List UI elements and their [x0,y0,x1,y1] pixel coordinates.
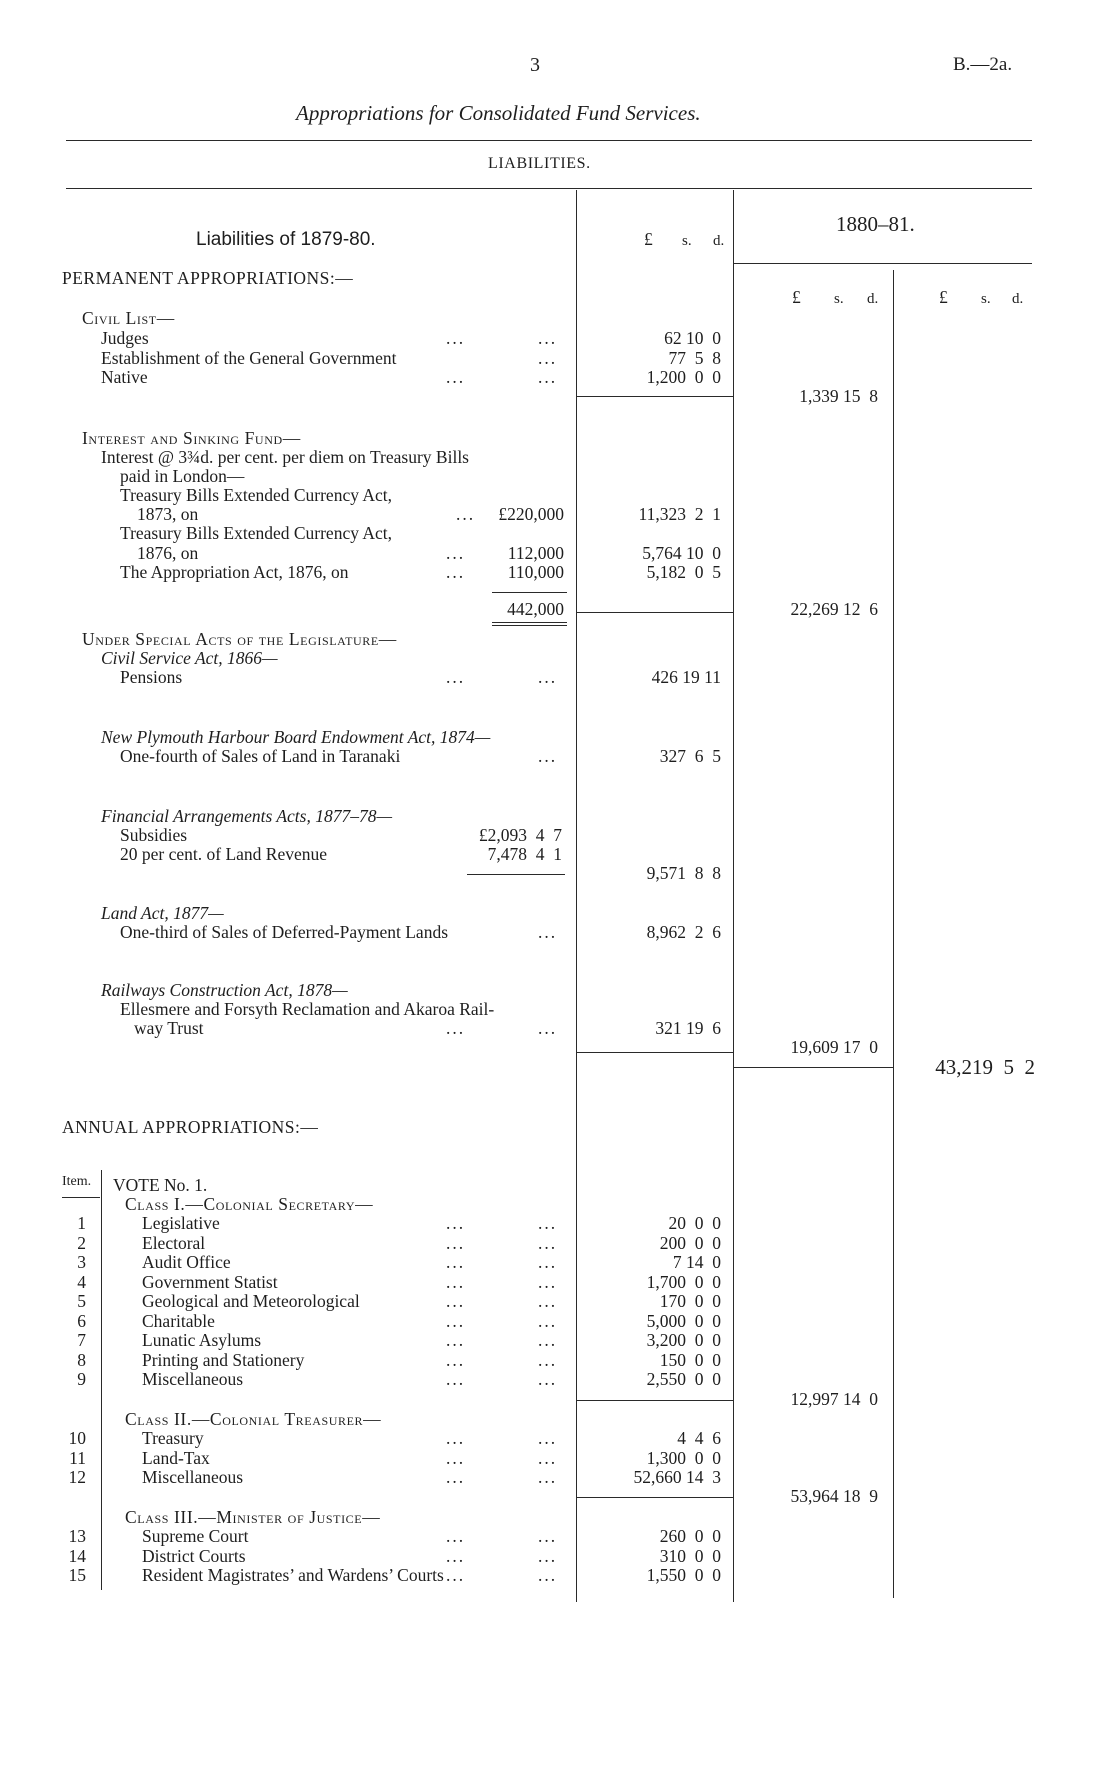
dot-leader: ... [446,1349,466,1370]
new-plymouth-label: One-fourth of Sales of Land in Taranaki [120,746,401,766]
treasury-bills-1873-amount: 11,323 2 1 [638,504,721,524]
financial-total: 9,571 8 8 [646,863,721,883]
item-amount: 52,660 14 3 [633,1467,721,1487]
col1-pence-heading: d. [713,233,725,249]
subtotal-rule [576,1052,733,1053]
column-divider-2 [733,190,734,1602]
railways-act-heading: Railways Construction Act, 1878— [101,980,348,1000]
item-label: Resident Magistrates’ and Wardens’ Courts [142,1565,444,1585]
col3-shilling-heading: s. [981,291,991,307]
item-amount: 7 14 0 [672,1252,721,1272]
treasury-bills-1873-line2: 1873, on [137,504,199,524]
dot-leader: ... [538,328,558,348]
item-amount: 150 0 0 [659,1349,721,1370]
principal-total: 442,000 [507,599,564,619]
dot-leader: ... [446,667,466,687]
subtotal-rule [576,1497,733,1498]
principal-sum-rule [492,592,567,593]
principal-total-double-rule [492,622,567,623]
item-label: Printing and Stationery [142,1349,305,1370]
item-number: 11 [69,1447,86,1468]
dot-leader: ... [446,1291,466,1311]
dot-leader: ... [538,1565,558,1585]
item-label: Charitable [142,1310,215,1331]
financial-act-heading: Financial Arrangements Acts, 1877–78— [101,806,393,826]
item-number: 12 [68,1467,86,1487]
civil-list-native-label: Native [101,367,148,387]
item-number: 9 [77,1369,86,1389]
dot-leader: ... [446,1545,466,1566]
year-heading-rule [733,263,1032,264]
item-label: Lunatic Asylums [142,1330,262,1350]
item-number: 15 [68,1565,86,1585]
dot-leader: ... [446,1330,466,1350]
column-divider-3 [893,270,894,1598]
dot-leader: ... [446,1526,466,1546]
page-title: Appropriations for Consolidated Fund Services. [296,101,701,125]
dot-leader: ... [538,348,558,368]
dot-leader: ... [446,1232,466,1253]
treasury-bills-1873-line1: Treasury Bills Extended Currency Act, [120,485,393,505]
dot-leader: ... [446,1447,466,1468]
dot-leader: ... [538,1310,558,1331]
item-label: Legislative [142,1213,220,1233]
item-label: District Courts [142,1545,246,1566]
financial-sum-rule [467,874,565,875]
dot-leader: ... [538,1252,558,1272]
col2-shilling-heading: s. [834,291,844,307]
item-label: Land-Tax [142,1447,210,1468]
item-heading-rule [62,1197,100,1198]
item-number: 7 [77,1330,86,1350]
document-reference: B.—2a. [953,54,1013,75]
class-3-heading: Class III.—Minister of Justice— [125,1507,381,1527]
civil-list-judges-label: Judges [101,328,149,348]
item-number: 4 [77,1271,86,1292]
col1-shilling-heading: s. [682,233,692,249]
item-label: Miscellaneous [142,1369,244,1389]
item-column-divider [101,1170,102,1590]
dot-leader: ... [538,1271,558,1292]
vote-heading: VOTE No. 1. [113,1175,208,1195]
new-plymouth-act-heading: New Plymouth Harbour Board Endowment Act, 1874— [101,727,491,747]
dot-leader: ... [538,1213,558,1233]
item-amount: 310 0 0 [659,1545,721,1566]
treasury-bills-1876-amount: 5,764 10 0 [642,543,721,563]
treasury-bills-1876-line2: 1876, on [137,543,199,563]
item-number: 10 [68,1428,86,1448]
treasury-bills-1873-principal: £220,000 [498,504,564,524]
dot-leader: ... [446,1369,466,1389]
dot-leader: ... [446,328,466,348]
page-number: 3 [530,54,540,76]
land-revenue-label: 20 per cent. of Land Revenue [120,844,328,864]
dot-leader: ... [446,367,466,387]
class-1-total: 12,997 14 0 [790,1389,878,1409]
item-amount: 170 0 0 [659,1291,721,1311]
dot-leader: ... [446,1213,466,1233]
civil-list-judges-amount: 62 10 0 [664,328,721,348]
special-acts-heading: Under Special Acts of the Legislature— [82,629,397,649]
treasury-bills-1876-principal: 112,000 [507,543,564,563]
col2-pound-heading: £ [792,287,801,307]
subtotal-rule [576,612,733,613]
dot-leader: ... [446,1565,466,1585]
item-label: Miscellaneous [142,1467,244,1487]
civil-service-act-heading: Civil Service Act, 1866— [101,648,278,668]
section-rule [66,188,1032,189]
pensions-label: Pensions [120,667,183,687]
col3-pence-heading: d. [1012,291,1024,307]
item-label: Government Statist [142,1271,278,1292]
col3-pound-heading: £ [939,287,948,307]
item-label: Treasury [142,1428,204,1448]
interest-intro-line1: Interest @ 3¾d. per cent. per diem on Treasury Bills [101,447,469,467]
dot-leader: ... [446,1310,466,1331]
item-amount: 200 0 0 [659,1232,721,1253]
item-amount: 1,300 0 0 [646,1447,721,1468]
item-number: 1 [77,1213,86,1233]
subsidies-label: Subsidies [120,825,188,845]
item-amount: 3,200 0 0 [646,1330,721,1350]
dot-leader: ... [538,1369,558,1389]
col1-pound-heading: £ [644,229,653,249]
dot-leader: ... [538,1349,558,1370]
appropriation-act-1876-principal: 110,000 [507,562,564,582]
civil-list-establishment-label: Establishment of the General Government [101,348,397,368]
subsidies-amount: £2,093 4 7 [478,825,562,845]
item-number: 3 [77,1252,86,1272]
item-number: 5 [77,1291,86,1311]
dot-leader: ... [538,1428,558,1448]
item-amount: 260 0 0 [659,1526,721,1546]
section-heading: LIABILITIES. [488,155,591,172]
item-label: Electoral [142,1232,206,1253]
annual-appropriations-heading: ANNUAL APPROPRIATIONS:— [62,1117,319,1137]
land-act-amount: 8,962 2 6 [646,922,721,942]
column-divider-1 [576,190,577,1602]
dot-leader: ... [538,1330,558,1350]
railways-label-line1: Ellesmere and Forsyth Reclamation and Akaroa Rail- [120,999,495,1019]
civil-list-heading: Civil List— [82,308,175,328]
dot-leader: ... [446,1252,466,1272]
class-2-total: 53,964 18 9 [790,1486,878,1506]
item-column-heading: Item. [62,1174,92,1189]
title-rule [66,140,1032,141]
dot-leader: ... [446,1428,466,1448]
item-amount: 20 0 0 [668,1213,721,1233]
dot-leader: ... [538,367,558,387]
dot-leader: ... [538,922,558,942]
item-amount: 4 4 6 [677,1428,721,1448]
interest-heading: Interest and Sinking Fund— [82,428,301,448]
dot-leader: ... [538,1467,558,1487]
item-number: 13 [68,1526,86,1546]
dot-leader: ... [446,562,466,582]
item-amount: 1,700 0 0 [646,1271,721,1292]
dot-leader: ... [446,1467,466,1487]
item-amount: 5,000 0 0 [646,1310,721,1331]
year-heading: 1880–81. [836,212,915,236]
interest-intro-line2: paid in London— [120,466,245,486]
item-number: 14 [68,1545,86,1566]
railways-label-line2: way Trust [134,1018,204,1038]
land-act-heading: Land Act, 1877— [101,903,224,923]
main-column-heading: Liabilities of 1879-80. [196,229,376,250]
dot-leader: ... [538,1018,558,1038]
principal-total-double-rule [492,625,567,626]
section-total-rule [733,1067,893,1068]
dot-leader: ... [446,1271,466,1292]
subtotal-rule [576,396,733,397]
dot-leader: ... [538,1526,558,1546]
dot-leader: ... [538,746,558,766]
dot-leader: ... [446,1018,466,1038]
item-amount: 1,550 0 0 [646,1565,721,1585]
railways-amount: 321 19 6 [655,1018,721,1038]
item-label: Audit Office [142,1252,231,1272]
dot-leader: ... [538,1232,558,1253]
interest-total: 22,269 12 6 [790,599,878,619]
treasury-bills-1876-line1: Treasury Bills Extended Currency Act, [120,523,393,543]
civil-list-total: 1,339 15 8 [799,386,878,406]
class-1-heading: Class I.—Colonial Secretary— [125,1194,374,1214]
special-acts-total: 19,609 17 0 [790,1037,878,1057]
civil-list-native-amount: 1,200 0 0 [646,367,721,387]
dot-leader: ... [456,504,476,524]
subtotal-rule [576,1400,733,1401]
appropriation-act-1876-label: The Appropriation Act, 1876, on [120,562,349,582]
item-amount: 2,550 0 0 [646,1369,721,1389]
item-label: Geological and Meteorological [142,1291,360,1311]
dot-leader: ... [538,1447,558,1468]
new-plymouth-amount: 327 6 5 [659,746,721,766]
land-revenue-amount: 7,478 4 1 [487,844,562,864]
permanent-appropriations-heading: PERMANENT APPROPRIATIONS:— [62,268,354,288]
item-number: 2 [77,1232,86,1253]
land-act-label: One-third of Sales of Deferred-Payment Lands [120,922,449,942]
item-number: 6 [77,1310,86,1331]
appropriation-act-1876-amount: 5,182 0 5 [646,562,721,582]
dot-leader: ... [538,1291,558,1311]
dot-leader: ... [446,543,466,563]
civil-list-establishment-amount: 77 5 8 [668,348,721,368]
col2-pence-heading: d. [867,291,879,307]
item-number: 8 [77,1349,86,1370]
dot-leader: ... [538,1545,558,1566]
item-label: Supreme Court [142,1526,249,1546]
permanent-grand-total: 43,219 5 2 [935,1055,1035,1079]
dot-leader: ... [538,667,558,687]
pensions-amount: 426 19 11 [651,667,721,687]
class-2-heading: Class II.—Colonial Treasurer— [125,1409,382,1429]
